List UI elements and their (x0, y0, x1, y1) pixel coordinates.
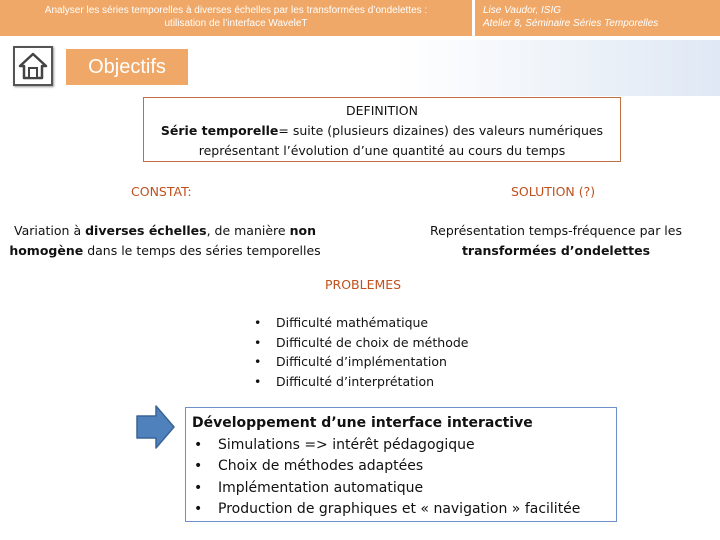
definition-line2: représentant l’évolution d’une quantité au cours du temps (198, 143, 566, 158)
header-author: Lise Vaudor, ISIG (483, 5, 562, 16)
definition-heading: DEFINITION (346, 103, 418, 118)
list-item: • Implémentation automatique (192, 478, 616, 500)
definition-line1 (144, 121, 620, 141)
constat-label: CONSTAT: (131, 184, 192, 199)
header-author-block (475, 0, 720, 36)
home-button[interactable] (13, 46, 53, 86)
solution-text (418, 221, 694, 261)
definition-line1-rest: = suite (plusieurs dizaines) des valeurs numériques (278, 123, 604, 138)
list-item: • Difficulté d’interprétation (250, 372, 468, 392)
constat-text-a: Variation à (14, 223, 86, 238)
list-item: • Difficulté mathématique (250, 313, 468, 333)
solution-line2: transformées d’ondelettes (461, 243, 651, 258)
list-item: • Difficulté d’implémentation (250, 352, 468, 372)
arrow-right-icon (136, 404, 176, 450)
definition-box (143, 97, 621, 162)
constat-text (0, 221, 330, 261)
solution-label: SOLUTION (?) (511, 184, 596, 199)
list-item: • Difficulté de choix de méthode (250, 333, 468, 353)
header-event: Atelier 8, Séminaire Séries Temporelles (483, 18, 659, 29)
header-title-line2: utilisation de l’interface WaveleT (164, 18, 308, 29)
constat-text-f: dans le temps des séries temporelles (83, 243, 321, 258)
definition-term: Série temporelle (160, 123, 279, 138)
constat-text-e: homogène (9, 243, 84, 258)
home-icon (18, 51, 48, 81)
list-item: • Choix de méthodes adaptées (192, 456, 616, 478)
constat-text-d: non (289, 223, 316, 238)
developpement-box (185, 407, 617, 522)
objectifs-label: Objectifs (66, 49, 188, 85)
list-item: • Production de graphiques et « navigation » facilitée (192, 499, 616, 521)
constat-text-b: diverses échelles (85, 223, 207, 238)
developpement-title: Développement d’une interface interactive (192, 415, 533, 431)
solution-line1: Représentation temps-fréquence par les (430, 223, 682, 238)
constat-text-c: , de manière (206, 223, 290, 238)
problemes-label: PROBLEMES (325, 277, 402, 292)
header-title-line1: Analyser les séries temporelles à diverses échelles par les transformées d’ondelettes : (44, 5, 428, 16)
developpement-list (192, 435, 616, 521)
constat-line1 (0, 221, 330, 241)
header-title (0, 0, 472, 36)
list-item: • Simulations => intérêt pédagogique (192, 435, 616, 457)
problemes-list (250, 313, 468, 391)
constat-line2 (0, 241, 330, 261)
